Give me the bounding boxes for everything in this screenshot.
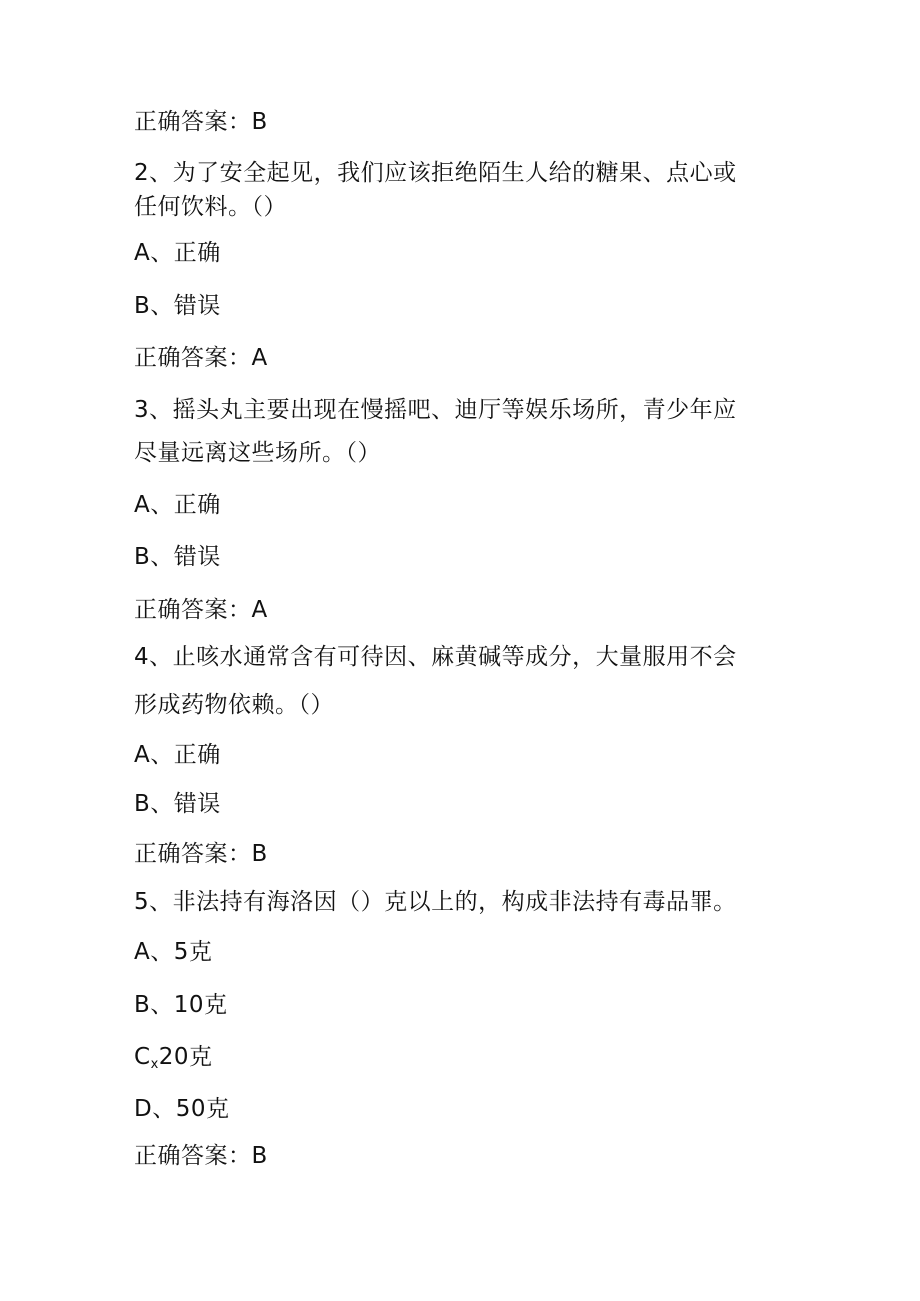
question-3-option-a: A、正确 bbox=[134, 492, 221, 518]
question-5-option-a: A、5克 bbox=[134, 939, 213, 965]
option-c-letter: C bbox=[134, 1044, 151, 1070]
answer-1: 正确答案：B bbox=[134, 109, 268, 135]
question-5-text: 5、非法持有海洛因（）克以上的，构成非法持有毒品罪。 bbox=[134, 889, 737, 915]
option-c-value: 20克 bbox=[158, 1044, 213, 1070]
option-c-subscript: x bbox=[150, 1057, 159, 1072]
question-2-answer: 正确答案：A bbox=[134, 345, 268, 371]
question-3-line-2: 尽量远离这些场所。（） bbox=[134, 440, 381, 466]
question-5-option-b: B、10克 bbox=[134, 992, 228, 1018]
question-4-answer: 正确答案：B bbox=[134, 841, 268, 867]
question-5-option-c bbox=[134, 1042, 213, 1080]
question-4-line-2: 形成药物依赖。（） bbox=[134, 692, 334, 718]
question-3-option-b: B、错误 bbox=[134, 544, 221, 570]
question-4-option-a: A、正确 bbox=[134, 742, 221, 768]
question-2-option-a: A、正确 bbox=[134, 240, 221, 266]
question-3-line-1: 3、摇头丸主要出现在慢摇吧、迪厅等娱乐场所，青少年应 bbox=[134, 397, 737, 423]
question-2-line-1: 2、为了安全起见，我们应该拒绝陌生人给的糖果、点心或 bbox=[134, 160, 737, 186]
question-4-option-b: B、错误 bbox=[134, 791, 221, 817]
question-3-answer: 正确答案：A bbox=[134, 597, 268, 623]
question-5-answer: 正确答案：B bbox=[134, 1143, 268, 1169]
question-4-line-1: 4、止咳水通常含有可待因、麻黄碱等成分，大量服用不会 bbox=[134, 644, 737, 670]
question-2-option-b: B、错误 bbox=[134, 293, 221, 319]
question-2-line-2: 任何饮料。（） bbox=[134, 194, 287, 220]
question-5-option-d: D、50克 bbox=[134, 1096, 230, 1122]
